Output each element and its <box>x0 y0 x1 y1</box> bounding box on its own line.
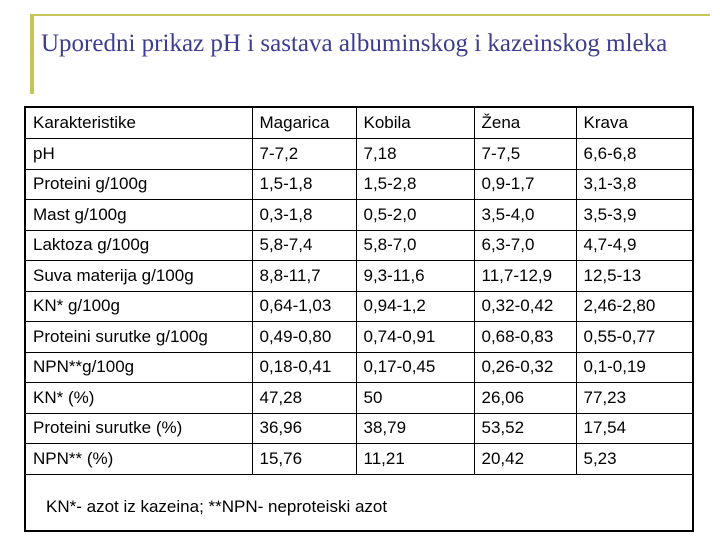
title-frame-top-rule <box>30 14 710 16</box>
value-cell: 17,54 <box>576 413 692 444</box>
table-header-row <box>26 108 692 139</box>
value-cell: 36,96 <box>252 413 356 444</box>
value-cell: 0,1-0,19 <box>576 352 692 383</box>
value-cell: 53,52 <box>474 413 576 444</box>
table-footnote: KN*- azot iz kazeina; **NPN- neproteiski azot <box>46 497 388 516</box>
value-cell: 50 <box>356 383 474 414</box>
table-row <box>26 383 692 414</box>
value-cell: 38,79 <box>356 413 474 444</box>
value-cell: 0,94-1,2 <box>356 291 474 322</box>
value-cell: 77,23 <box>576 383 692 414</box>
value-cell: 12,5-13 <box>576 261 692 292</box>
value-cell: 26,06 <box>474 383 576 414</box>
value-cell: 2,46-2,80 <box>576 291 692 322</box>
value-cell: 0,32-0,42 <box>474 291 576 322</box>
value-cell: 0,3-1,8 <box>252 200 356 231</box>
value-cell: 5,23 <box>576 444 692 475</box>
table-body <box>26 108 692 474</box>
column-header: Magarica <box>252 108 356 139</box>
table-row <box>26 139 692 170</box>
column-header: Krava <box>576 108 692 139</box>
value-cell: 3,1-3,8 <box>576 169 692 200</box>
row-label-cell: Proteini surutke (%) <box>26 413 252 444</box>
table-row <box>26 352 692 383</box>
row-label-cell: pH <box>26 139 252 170</box>
value-cell: 0,68-0,83 <box>474 322 576 353</box>
value-cell: 8,8-11,7 <box>252 261 356 292</box>
value-cell: 1,5-2,8 <box>356 169 474 200</box>
value-cell: 5,8-7,0 <box>356 230 474 261</box>
title-frame-left-bar <box>30 14 34 94</box>
table-row <box>26 200 692 231</box>
value-cell: 7-7,2 <box>252 139 356 170</box>
value-cell: 4,7-4,9 <box>576 230 692 261</box>
table-row <box>26 261 692 292</box>
value-cell: 7-7,5 <box>474 139 576 170</box>
comparison-table-container <box>24 106 694 532</box>
value-cell: 15,76 <box>252 444 356 475</box>
value-cell: 3,5-4,0 <box>474 200 576 231</box>
value-cell: 6,3-7,0 <box>474 230 576 261</box>
column-header: Kobila <box>356 108 474 139</box>
column-header: Karakteristike <box>26 108 252 139</box>
table-row <box>26 230 692 261</box>
table-row <box>26 322 692 353</box>
row-label-cell: Proteini g/100g <box>26 169 252 200</box>
row-label-cell: NPN** (%) <box>26 444 252 475</box>
milk-comparison-table <box>26 108 692 475</box>
row-label-cell: NPN**g/100g <box>26 352 252 383</box>
row-label-cell: Mast g/100g <box>26 200 252 231</box>
value-cell: 7,18 <box>356 139 474 170</box>
value-cell: 0,9-1,7 <box>474 169 576 200</box>
slide-title: Uporedni prikaz pH i sastava albuminskog i kazeinskog mleka <box>41 30 668 57</box>
value-cell: 0,64-1,03 <box>252 291 356 322</box>
value-cell: 0,55-0,77 <box>576 322 692 353</box>
value-cell: 11,21 <box>356 444 474 475</box>
column-header: Žena <box>474 108 576 139</box>
row-label-cell: Suva materija g/100g <box>26 261 252 292</box>
value-cell: 9,3-11,6 <box>356 261 474 292</box>
value-cell: 5,8-7,4 <box>252 230 356 261</box>
row-label-cell: Proteini surutke g/100g <box>26 322 252 353</box>
value-cell: 0,5-2,0 <box>356 200 474 231</box>
value-cell: 1,5-1,8 <box>252 169 356 200</box>
value-cell: 11,7-12,9 <box>474 261 576 292</box>
table-row <box>26 444 692 475</box>
table-row <box>26 169 692 200</box>
row-label-cell: KN* (%) <box>26 383 252 414</box>
value-cell: 3,5-3,9 <box>576 200 692 231</box>
value-cell: 0,49-0,80 <box>252 322 356 353</box>
value-cell: 20,42 <box>474 444 576 475</box>
value-cell: 0,74-0,91 <box>356 322 474 353</box>
row-label-cell: Laktoza g/100g <box>26 230 252 261</box>
value-cell: 47,28 <box>252 383 356 414</box>
table-row <box>26 291 692 322</box>
value-cell: 0,17-0,45 <box>356 352 474 383</box>
row-label-cell: KN* g/100g <box>26 291 252 322</box>
table-row <box>26 413 692 444</box>
value-cell: 0,18-0,41 <box>252 352 356 383</box>
value-cell: 0,26-0,32 <box>474 352 576 383</box>
value-cell: 6,6-6,8 <box>576 139 692 170</box>
